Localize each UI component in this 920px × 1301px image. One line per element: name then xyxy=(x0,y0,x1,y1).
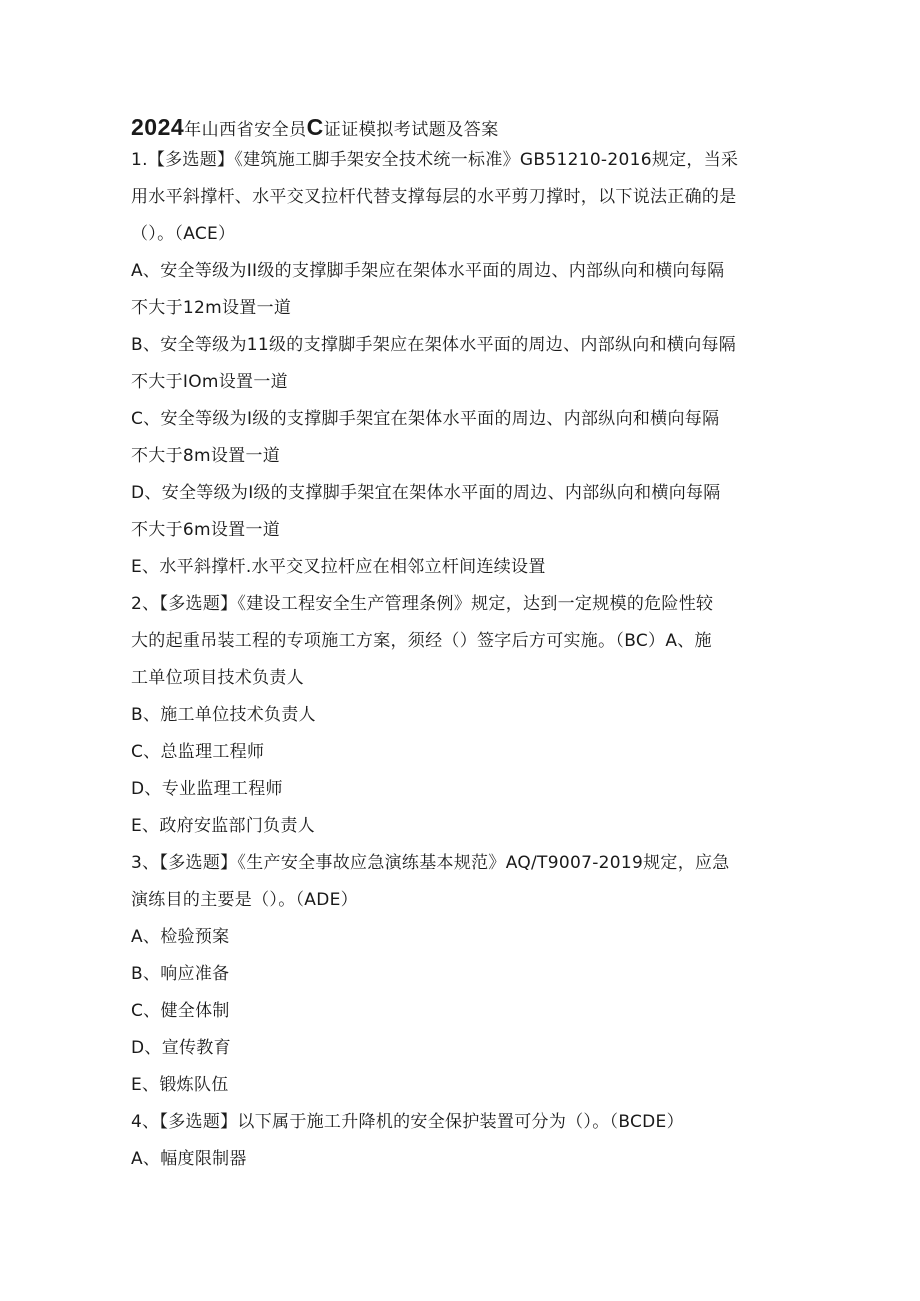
q1-option-a-line-1: A、安全等级为II级的支撑脚手架应在架体水平面的周边、内部纵向和横向每隔 xyxy=(131,261,725,281)
q2-stem-line-1: 2、【多选题】《建设工程安全生产管理条例》规定，达到一定规模的危险性较 xyxy=(131,594,714,614)
document-page xyxy=(131,112,791,1178)
q3-option-a: A、检验预案 xyxy=(131,927,230,947)
document-title xyxy=(131,112,791,142)
q3-option-e: E、锻炼队伍 xyxy=(131,1075,229,1095)
q2-option-d: D、专业监理工程师 xyxy=(131,779,283,799)
q2-stem-line-2: 大的起重吊装工程的专项施工方案，须经（）签字后方可实施。（BC）A、施 xyxy=(131,631,712,651)
q2-option-e: E、政府安监部门负责人 xyxy=(131,816,316,836)
q1-stem-line-2: 用水平斜撑杆、水平交叉拉杆代替支撑每层的水平剪刀撑时，以下说法正确的是 xyxy=(131,187,737,207)
title-year: 2024 xyxy=(131,114,185,140)
q1-option-c-line-2: 不大于8m设置一道 xyxy=(131,446,281,466)
q1-stem-line-1: 1.【多选题】《建筑施工脚手架安全技术统一标准》GB51210-2016规定，当采 xyxy=(131,150,739,170)
q1-option-c-line-1: C、安全等级为I级的支撑脚手架宜在架体水平面的周边、内部纵向和横向每隔 xyxy=(131,409,720,429)
q4-stem: 4、【多选题】以下属于施工升降机的安全保护装置可分为（）。（BCDE） xyxy=(131,1112,684,1132)
q1-option-e: E、水平斜撑杆.水平交叉拉杆应在相邻立杆间连续设置 xyxy=(131,557,546,577)
q3-option-d: D、宣传教育 xyxy=(131,1038,231,1058)
q1-option-b-line-2: 不大于IOm设置一道 xyxy=(131,372,288,392)
q2-option-c: C、总监理工程师 xyxy=(131,742,265,762)
q1-option-a-line-2: 不大于12m设置一道 xyxy=(131,298,292,318)
q1-option-d-line-1: D、安全等级为I级的支撑脚手架宜在架体水平面的周边、内部纵向和横向每隔 xyxy=(131,483,721,503)
title-part2: 证证模拟考试题及答案 xyxy=(323,120,499,140)
title-letter: C xyxy=(306,114,324,140)
q4-option-a: A、幅度限制器 xyxy=(131,1149,247,1169)
title-part1: 年山西省安全员 xyxy=(184,120,307,140)
q2-option-a-line-2: 工单位项目技术负责人 xyxy=(131,668,304,688)
q1-option-d-line-2: 不大于6m设置一道 xyxy=(131,520,281,540)
q3-stem-line-2: 演练目的主要是（）。（ADE） xyxy=(131,890,358,910)
q1-stem-line-3: （）。（ACE） xyxy=(131,224,236,244)
q3-option-b: B、响应准备 xyxy=(131,964,230,984)
q3-option-c: C、健全体制 xyxy=(131,1001,230,1021)
q2-option-b: B、施工单位技术负责人 xyxy=(131,705,316,725)
q1-option-b-line-1: B、安全等级为11级的支撑脚手架应在架体水平面的周边、内部纵向和横向每隔 xyxy=(131,335,737,355)
q3-stem-line-1: 3、【多选题】《生产安全事故应急演练基本规范》AQ/T9007-2019规定，应急 xyxy=(131,853,730,873)
